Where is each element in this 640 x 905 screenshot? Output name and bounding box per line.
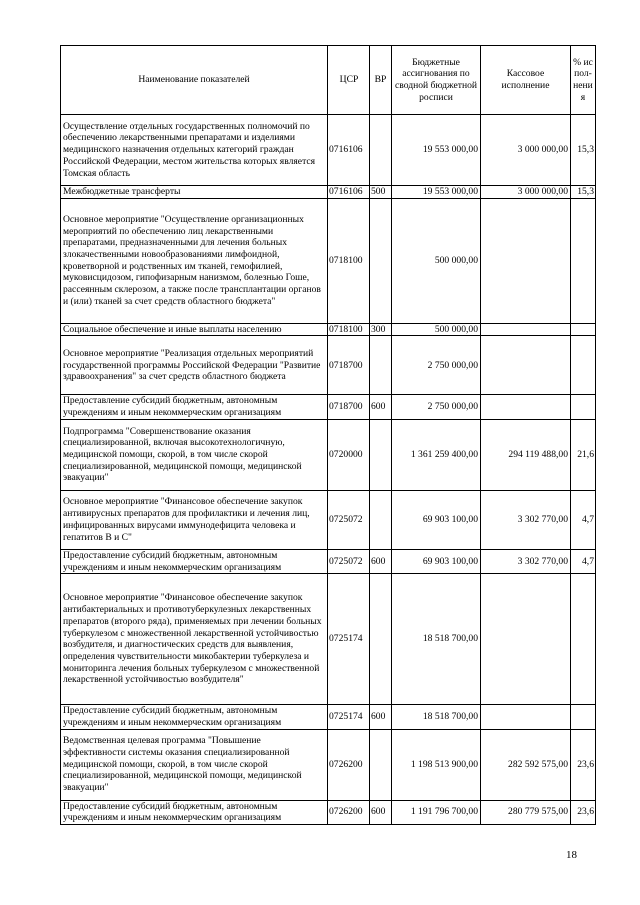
table-row: [61, 549, 596, 573]
cell-budget: 1 198 513 900,00: [392, 729, 481, 800]
cell-cash: 3 302 770,00: [481, 490, 571, 549]
cell-vr: 600: [370, 549, 392, 573]
cell-name: Предоставление субсидий бюджетным, автономным учреждениям и иным некоммерческим организациям: [61, 705, 328, 729]
cell-name: Осуществление отдельных государственных полномочий по обеспечению лекарственными препаратами и изделиями медицинского назначения отдельных категорий граждан Российской Федерации, местом жительства которых является Томская область: [61, 115, 328, 186]
cell-pct: 23,6: [571, 800, 596, 824]
cell-name: Основное мероприятие "Финансовое обеспечение закупок антибактериальных и противотуберкулезных лекарственных препаратов (второго ряда), применяемых при лечении больных туберкулезом с множественной лекарственной устойчивостью возбудителя, и диагностических средств для выявления, определения чувствительности микобактерии туберкулеза и мониторинга лечения больных туберкулезом с множественной лекарственной устойчивостью возбудителя": [61, 574, 328, 705]
table-header: [61, 46, 596, 115]
cell-csr: 0725174: [328, 574, 370, 705]
cell-budget: 500 000,00: [392, 198, 481, 323]
cell-cash: 282 592 575,00: [481, 729, 571, 800]
header-cash: Кассовое исполнение: [481, 46, 571, 115]
cell-budget: 69 903 100,00: [392, 549, 481, 573]
header-budget: Бюджетные ассигнования по сводной бюджетной росписи: [392, 46, 481, 115]
cell-vr: [370, 490, 392, 549]
header-pct: % испол-нения: [571, 46, 596, 115]
cell-csr: 0726200: [328, 800, 370, 824]
cell-cash: [481, 198, 571, 323]
table-row: [61, 395, 596, 419]
cell-name: Основное мероприятие "Реализация отдельных мероприятий государственной программы Российской Федерации "Развитие здравоохранения" за счет средств областного бюджета: [61, 336, 328, 395]
cell-pct: [571, 574, 596, 705]
table-row: [61, 186, 596, 199]
cell-vr: [370, 115, 392, 186]
cell-csr: 0725072: [328, 549, 370, 573]
cell-vr: [370, 574, 392, 705]
cell-name: Ведомственная целевая программа "Повышение эффективности системы оказания специализированной медицинской помощи, скорой, в том числе скорой специализированной, медицинской помощи, медицинской эвакуации": [61, 729, 328, 800]
cell-vr: 600: [370, 705, 392, 729]
table-body: [61, 115, 596, 825]
cell-pct: 23,6: [571, 729, 596, 800]
cell-pct: 15,3: [571, 186, 596, 199]
table-row: [61, 198, 596, 323]
cell-pct: 15,3: [571, 115, 596, 186]
cell-cash: [481, 705, 571, 729]
table-row: [61, 323, 596, 336]
cell-vr: [370, 729, 392, 800]
cell-budget: 1 191 796 700,00: [392, 800, 481, 824]
cell-cash: 3 000 000,00: [481, 115, 571, 186]
cell-name: Социальное обеспечение и иные выплаты населению: [61, 323, 328, 336]
table-row: [61, 800, 596, 824]
cell-budget: 18 518 700,00: [392, 705, 481, 729]
cell-budget: 69 903 100,00: [392, 490, 481, 549]
cell-vr: 500: [370, 186, 392, 199]
cell-csr: 0720000: [328, 419, 370, 490]
header-csr: ЦСР: [328, 46, 370, 115]
cell-name: Предоставление субсидий бюджетным, автономным учреждениям и иным некоммерческим организациям: [61, 800, 328, 824]
table-row: [61, 705, 596, 729]
header-name: Наименование показателей: [61, 46, 328, 115]
table-row: [61, 336, 596, 395]
cell-name: Предоставление субсидий бюджетным, автономным учреждениям и иным некоммерческим организациям: [61, 395, 328, 419]
cell-budget: 2 750 000,00: [392, 395, 481, 419]
cell-budget: 19 553 000,00: [392, 115, 481, 186]
cell-budget: 18 518 700,00: [392, 574, 481, 705]
table-row: [61, 574, 596, 705]
cell-pct: 4,7: [571, 490, 596, 549]
table-row: [61, 490, 596, 549]
cell-name: Основное мероприятие "Осуществление организационных мероприятий по обеспечению лиц лекарственными препаратами, предназначенными для лечения больных злокачественными новообразованиями лимфоидной, кроветворной и родственных им тканей, гемофилией, муковисцидозом, гипофизарным нанизмом, болезнью Гоше, рассеянным склерозом, а также после трансплантации органов и (или) тканей за счет средств областного бюджета": [61, 198, 328, 323]
table-row: [61, 419, 596, 490]
cell-csr: 0726200: [328, 729, 370, 800]
cell-name: Предоставление субсидий бюджетным, автономным учреждениям и иным некоммерческим организациям: [61, 549, 328, 573]
cell-vr: 600: [370, 800, 392, 824]
cell-pct: [571, 705, 596, 729]
cell-vr: 300: [370, 323, 392, 336]
cell-csr: 0725072: [328, 490, 370, 549]
cell-cash: 280 779 575,00: [481, 800, 571, 824]
cell-pct: [571, 323, 596, 336]
cell-cash: [481, 323, 571, 336]
cell-pct: 21,6: [571, 419, 596, 490]
cell-pct: [571, 336, 596, 395]
cell-cash: 3 302 770,00: [481, 549, 571, 573]
cell-csr: 0725174: [328, 705, 370, 729]
budget-table: [60, 45, 596, 825]
cell-budget: 500 000,00: [392, 323, 481, 336]
cell-csr: 0716106: [328, 115, 370, 186]
cell-csr: 0718100: [328, 323, 370, 336]
cell-pct: 4,7: [571, 549, 596, 573]
cell-vr: [370, 419, 392, 490]
cell-pct: [571, 198, 596, 323]
cell-vr: [370, 336, 392, 395]
cell-cash: [481, 574, 571, 705]
table-row: [61, 729, 596, 800]
cell-csr: 0718700: [328, 336, 370, 395]
cell-budget: 19 553 000,00: [392, 186, 481, 199]
cell-name: Основное мероприятие "Финансовое обеспечение закупок антивирусных препаратов для профилактики и лечения лиц, инфицированных вирусами иммунодефицита человека и гепатитов В и С": [61, 490, 328, 549]
cell-csr: 0716106: [328, 186, 370, 199]
cell-name: Подпрограмма "Совершенствование оказания специализированной, включая высокотехнологичную, медицинской помощи, скорой, в том числе скорой специализированной, медицинской помощи, медицинской эвакуации": [61, 419, 328, 490]
cell-csr: 0718700: [328, 395, 370, 419]
cell-budget: 1 361 259 400,00: [392, 419, 481, 490]
cell-budget: 2 750 000,00: [392, 336, 481, 395]
cell-csr: 0718100: [328, 198, 370, 323]
cell-pct: [571, 395, 596, 419]
cell-vr: [370, 198, 392, 323]
cell-cash: [481, 336, 571, 395]
cell-name: Межбюджетные трансферты: [61, 186, 328, 199]
cell-cash: 294 119 488,00: [481, 419, 571, 490]
cell-cash: 3 000 000,00: [481, 186, 571, 199]
table-row: [61, 115, 596, 186]
cell-cash: [481, 395, 571, 419]
page-number: 18: [566, 849, 577, 861]
header-vr: ВР: [370, 46, 392, 115]
cell-vr: 600: [370, 395, 392, 419]
